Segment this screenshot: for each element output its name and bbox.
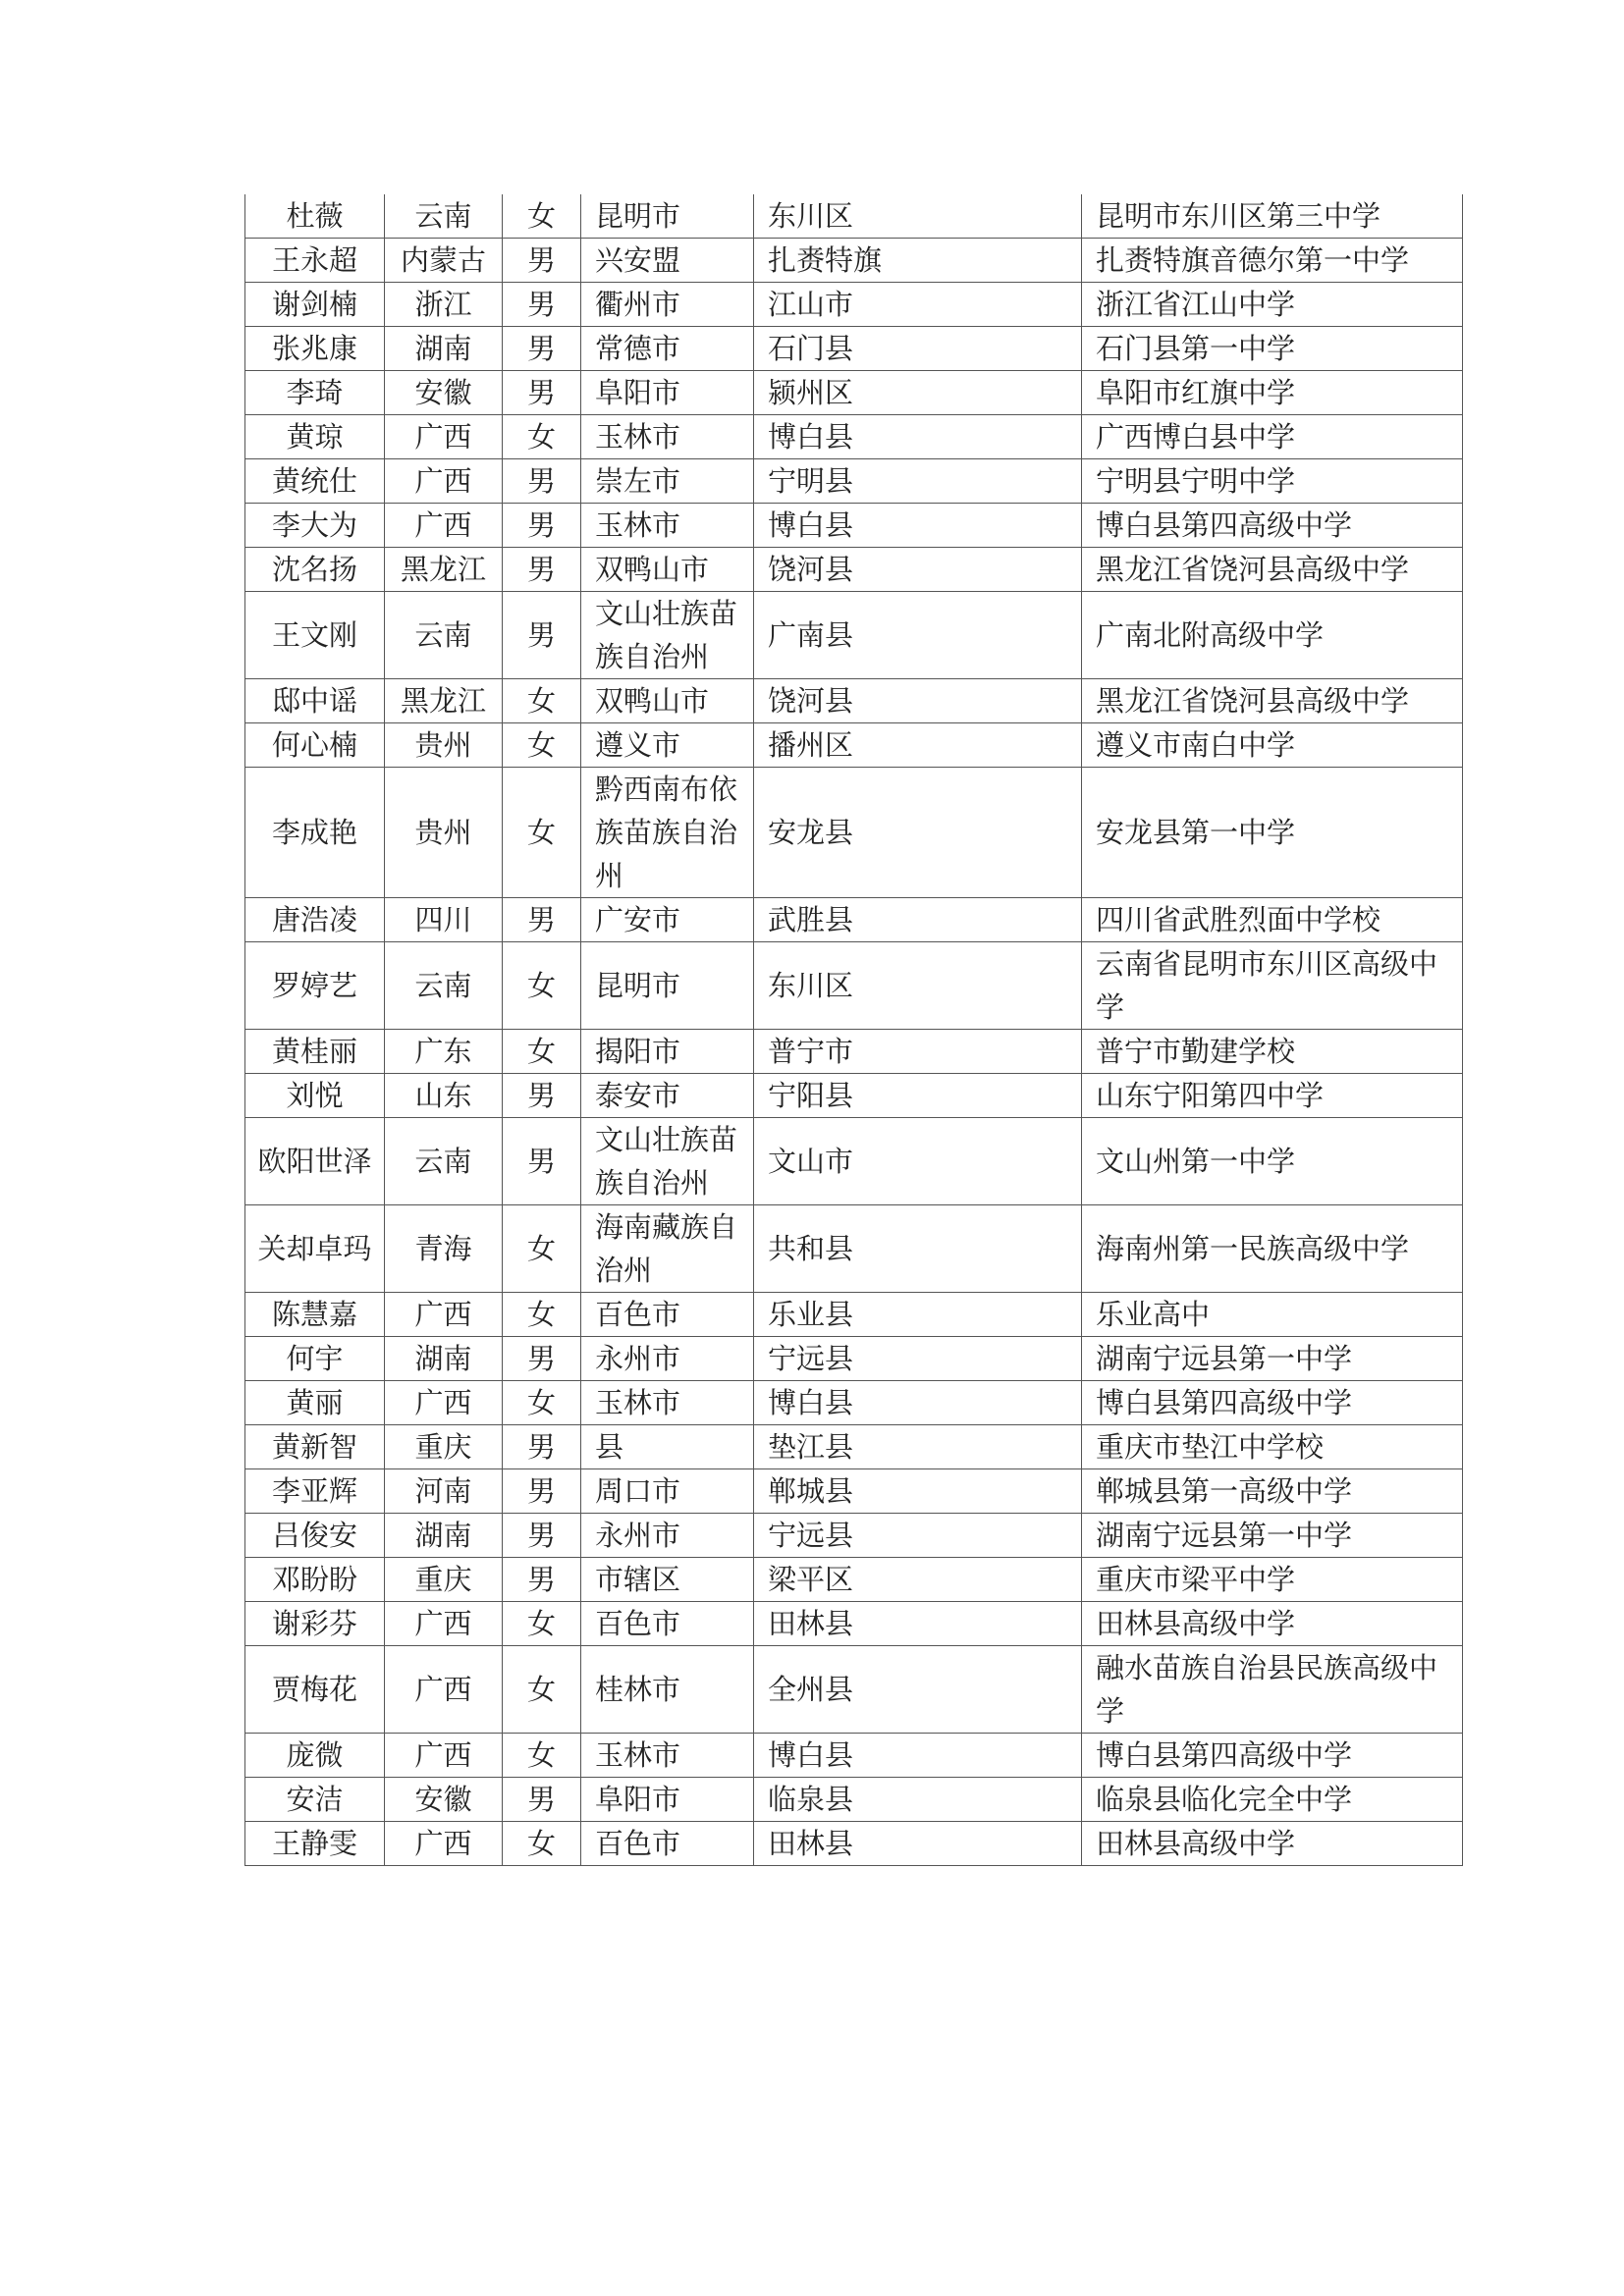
table-row [245,459,1463,504]
province-cell: 广西 [385,1822,503,1866]
province-cell: 湖南 [385,327,503,371]
district-cell: 博白县 [754,1734,1082,1778]
table-body [245,194,1463,1866]
province-cell: 浙江 [385,283,503,327]
district-cell: 博白县 [754,504,1082,548]
city-cell: 周口市 [581,1469,754,1514]
district-cell: 普宁市 [754,1030,1082,1074]
district-cell: 博白县 [754,1381,1082,1425]
school-cell: 安龙县第一中学 [1082,768,1463,898]
table-row [245,1558,1463,1602]
city-cell: 阜阳市 [581,371,754,415]
city-cell: 文山壮族苗族自治州 [581,592,754,679]
city-cell: 百色市 [581,1602,754,1646]
province-cell: 黑龙江 [385,679,503,723]
province-cell: 重庆 [385,1425,503,1469]
gender-cell: 男 [503,1074,581,1118]
district-cell: 宁明县 [754,459,1082,504]
table-row [245,1514,1463,1558]
city-cell: 广安市 [581,898,754,942]
district-cell: 播州区 [754,723,1082,768]
city-cell: 昆明市 [581,942,754,1030]
school-cell: 广南北附高级中学 [1082,592,1463,679]
district-cell: 饶河县 [754,548,1082,592]
province-cell: 云南 [385,942,503,1030]
district-cell: 临泉县 [754,1778,1082,1822]
gender-cell: 女 [503,1205,581,1293]
name-cell: 安洁 [245,1778,385,1822]
name-cell: 黄桂丽 [245,1030,385,1074]
province-cell: 内蒙古 [385,239,503,283]
table-row [245,1646,1463,1734]
district-cell: 江山市 [754,283,1082,327]
table-row [245,415,1463,459]
district-cell: 东川区 [754,194,1082,239]
city-cell: 揭阳市 [581,1030,754,1074]
name-cell: 李琦 [245,371,385,415]
gender-cell: 男 [503,1514,581,1558]
name-cell: 黄统仕 [245,459,385,504]
gender-cell: 男 [503,504,581,548]
table-row [245,548,1463,592]
district-cell: 宁阳县 [754,1074,1082,1118]
table-row [245,723,1463,768]
district-cell: 饶河县 [754,679,1082,723]
name-cell: 沈名扬 [245,548,385,592]
city-cell: 玉林市 [581,504,754,548]
name-cell: 谢彩芬 [245,1602,385,1646]
name-cell: 黄琼 [245,415,385,459]
city-cell: 兴安盟 [581,239,754,283]
document-page [244,194,1462,1866]
province-cell: 湖南 [385,1514,503,1558]
school-cell: 文山州第一中学 [1082,1118,1463,1205]
city-cell: 市辖区 [581,1558,754,1602]
province-cell: 云南 [385,194,503,239]
province-cell: 广西 [385,504,503,548]
city-cell: 百色市 [581,1822,754,1866]
table-row [245,371,1463,415]
gender-cell: 女 [503,194,581,239]
table-row [245,898,1463,942]
gender-cell: 女 [503,768,581,898]
school-cell: 阜阳市红旗中学 [1082,371,1463,415]
gender-cell: 男 [503,239,581,283]
province-cell: 黑龙江 [385,548,503,592]
city-cell: 遵义市 [581,723,754,768]
name-cell: 邸中谣 [245,679,385,723]
school-cell: 重庆市垫江中学校 [1082,1425,1463,1469]
province-cell: 河南 [385,1469,503,1514]
district-cell: 文山市 [754,1118,1082,1205]
name-cell: 陈慧嘉 [245,1293,385,1337]
school-cell: 昆明市东川区第三中学 [1082,194,1463,239]
table-row [245,1469,1463,1514]
name-cell: 黄新智 [245,1425,385,1469]
district-cell: 垫江县 [754,1425,1082,1469]
school-cell: 博白县第四高级中学 [1082,1734,1463,1778]
student-table [244,194,1463,1866]
gender-cell: 女 [503,942,581,1030]
city-cell: 百色市 [581,1293,754,1337]
school-cell: 博白县第四高级中学 [1082,1381,1463,1425]
city-cell: 文山壮族苗族自治州 [581,1118,754,1205]
province-cell: 青海 [385,1205,503,1293]
district-cell: 宁远县 [754,1337,1082,1381]
city-cell: 双鸭山市 [581,679,754,723]
gender-cell: 男 [503,459,581,504]
province-cell: 广西 [385,1293,503,1337]
table-row [245,504,1463,548]
province-cell: 广西 [385,415,503,459]
city-cell: 阜阳市 [581,1778,754,1822]
province-cell: 贵州 [385,723,503,768]
district-cell: 博白县 [754,415,1082,459]
city-cell: 玉林市 [581,1734,754,1778]
city-cell: 泰安市 [581,1074,754,1118]
school-cell: 湖南宁远县第一中学 [1082,1337,1463,1381]
name-cell: 李大为 [245,504,385,548]
district-cell: 石门县 [754,327,1082,371]
school-cell: 广西博白县中学 [1082,415,1463,459]
school-cell: 田林县高级中学 [1082,1602,1463,1646]
city-cell: 玉林市 [581,415,754,459]
school-cell: 扎赉特旗音德尔第一中学 [1082,239,1463,283]
school-cell: 黑龙江省饶河县高级中学 [1082,548,1463,592]
table-row [245,1778,1463,1822]
school-cell: 郸城县第一高级中学 [1082,1469,1463,1514]
school-cell: 临泉县临化完全中学 [1082,1778,1463,1822]
table-row [245,1030,1463,1074]
name-cell: 王静雯 [245,1822,385,1866]
gender-cell: 女 [503,1822,581,1866]
province-cell: 安徽 [385,371,503,415]
table-row [245,1822,1463,1866]
school-cell: 融水苗族自治县民族高级中学 [1082,1646,1463,1734]
gender-cell: 女 [503,1602,581,1646]
city-cell: 衢州市 [581,283,754,327]
province-cell: 贵州 [385,768,503,898]
school-cell: 重庆市梁平中学 [1082,1558,1463,1602]
district-cell: 宁远县 [754,1514,1082,1558]
gender-cell: 女 [503,723,581,768]
name-cell: 张兆康 [245,327,385,371]
table-row [245,1381,1463,1425]
province-cell: 山东 [385,1074,503,1118]
table-row [245,679,1463,723]
school-cell: 山东宁阳第四中学 [1082,1074,1463,1118]
school-cell: 黑龙江省饶河县高级中学 [1082,679,1463,723]
gender-cell: 男 [503,371,581,415]
province-cell: 广西 [385,1381,503,1425]
name-cell: 罗婷艺 [245,942,385,1030]
table-row [245,1118,1463,1205]
school-cell: 田林县高级中学 [1082,1822,1463,1866]
gender-cell: 女 [503,1293,581,1337]
table-row [245,1602,1463,1646]
district-cell: 颍州区 [754,371,1082,415]
table-row [245,327,1463,371]
district-cell: 郸城县 [754,1469,1082,1514]
name-cell: 庞微 [245,1734,385,1778]
name-cell: 贾梅花 [245,1646,385,1734]
gender-cell: 男 [503,592,581,679]
province-cell: 广东 [385,1030,503,1074]
gender-cell: 女 [503,1646,581,1734]
province-cell: 广西 [385,1734,503,1778]
school-cell: 普宁市勤建学校 [1082,1030,1463,1074]
gender-cell: 女 [503,1030,581,1074]
name-cell: 刘悦 [245,1074,385,1118]
city-cell: 永州市 [581,1514,754,1558]
name-cell: 王文刚 [245,592,385,679]
gender-cell: 男 [503,1469,581,1514]
school-cell: 博白县第四高级中学 [1082,504,1463,548]
city-cell: 崇左市 [581,459,754,504]
city-cell: 永州市 [581,1337,754,1381]
table-row [245,768,1463,898]
city-cell: 县 [581,1425,754,1469]
district-cell: 梁平区 [754,1558,1082,1602]
school-cell: 遵义市南白中学 [1082,723,1463,768]
name-cell: 李成艳 [245,768,385,898]
city-cell: 黔西南布依族苗族自治州 [581,768,754,898]
table-row [245,942,1463,1030]
gender-cell: 男 [503,1558,581,1602]
district-cell: 安龙县 [754,768,1082,898]
table-row [245,1074,1463,1118]
district-cell: 扎赉特旗 [754,239,1082,283]
table-row [245,1337,1463,1381]
gender-cell: 女 [503,415,581,459]
gender-cell: 女 [503,679,581,723]
school-cell: 石门县第一中学 [1082,327,1463,371]
name-cell: 黄丽 [245,1381,385,1425]
province-cell: 湖南 [385,1337,503,1381]
school-cell: 宁明县宁明中学 [1082,459,1463,504]
gender-cell: 男 [503,548,581,592]
district-cell: 广南县 [754,592,1082,679]
table-row [245,1425,1463,1469]
city-cell: 玉林市 [581,1381,754,1425]
city-cell: 常德市 [581,327,754,371]
district-cell: 东川区 [754,942,1082,1030]
school-cell: 乐业高中 [1082,1293,1463,1337]
district-cell: 田林县 [754,1602,1082,1646]
district-cell: 全州县 [754,1646,1082,1734]
province-cell: 安徽 [385,1778,503,1822]
gender-cell: 男 [503,1778,581,1822]
name-cell: 唐浩凌 [245,898,385,942]
school-cell: 浙江省江山中学 [1082,283,1463,327]
school-cell: 四川省武胜烈面中学校 [1082,898,1463,942]
province-cell: 云南 [385,1118,503,1205]
district-cell: 武胜县 [754,898,1082,942]
gender-cell: 男 [503,327,581,371]
table-row [245,283,1463,327]
school-cell: 海南州第一民族高级中学 [1082,1205,1463,1293]
name-cell: 李亚辉 [245,1469,385,1514]
gender-cell: 男 [503,1337,581,1381]
name-cell: 关却卓玛 [245,1205,385,1293]
gender-cell: 女 [503,1734,581,1778]
gender-cell: 男 [503,898,581,942]
table-row [245,194,1463,239]
school-cell: 湖南宁远县第一中学 [1082,1514,1463,1558]
gender-cell: 女 [503,1381,581,1425]
name-cell: 王永超 [245,239,385,283]
name-cell: 邓盼盼 [245,1558,385,1602]
province-cell: 云南 [385,592,503,679]
name-cell: 吕俊安 [245,1514,385,1558]
name-cell: 欧阳世泽 [245,1118,385,1205]
table-row [245,1205,1463,1293]
table-row [245,592,1463,679]
table-row [245,1293,1463,1337]
table-row [245,239,1463,283]
district-cell: 共和县 [754,1205,1082,1293]
table-row [245,1734,1463,1778]
city-cell: 桂林市 [581,1646,754,1734]
city-cell: 海南藏族自治州 [581,1205,754,1293]
gender-cell: 男 [503,1118,581,1205]
school-cell: 云南省昆明市东川区高级中学 [1082,942,1463,1030]
name-cell: 何心楠 [245,723,385,768]
gender-cell: 男 [503,283,581,327]
province-cell: 广西 [385,1646,503,1734]
district-cell: 田林县 [754,1822,1082,1866]
district-cell: 乐业县 [754,1293,1082,1337]
name-cell: 杜薇 [245,194,385,239]
name-cell: 何宇 [245,1337,385,1381]
province-cell: 广西 [385,1602,503,1646]
province-cell: 广西 [385,459,503,504]
province-cell: 重庆 [385,1558,503,1602]
gender-cell: 男 [503,1425,581,1469]
city-cell: 昆明市 [581,194,754,239]
province-cell: 四川 [385,898,503,942]
city-cell: 双鸭山市 [581,548,754,592]
name-cell: 谢剑楠 [245,283,385,327]
